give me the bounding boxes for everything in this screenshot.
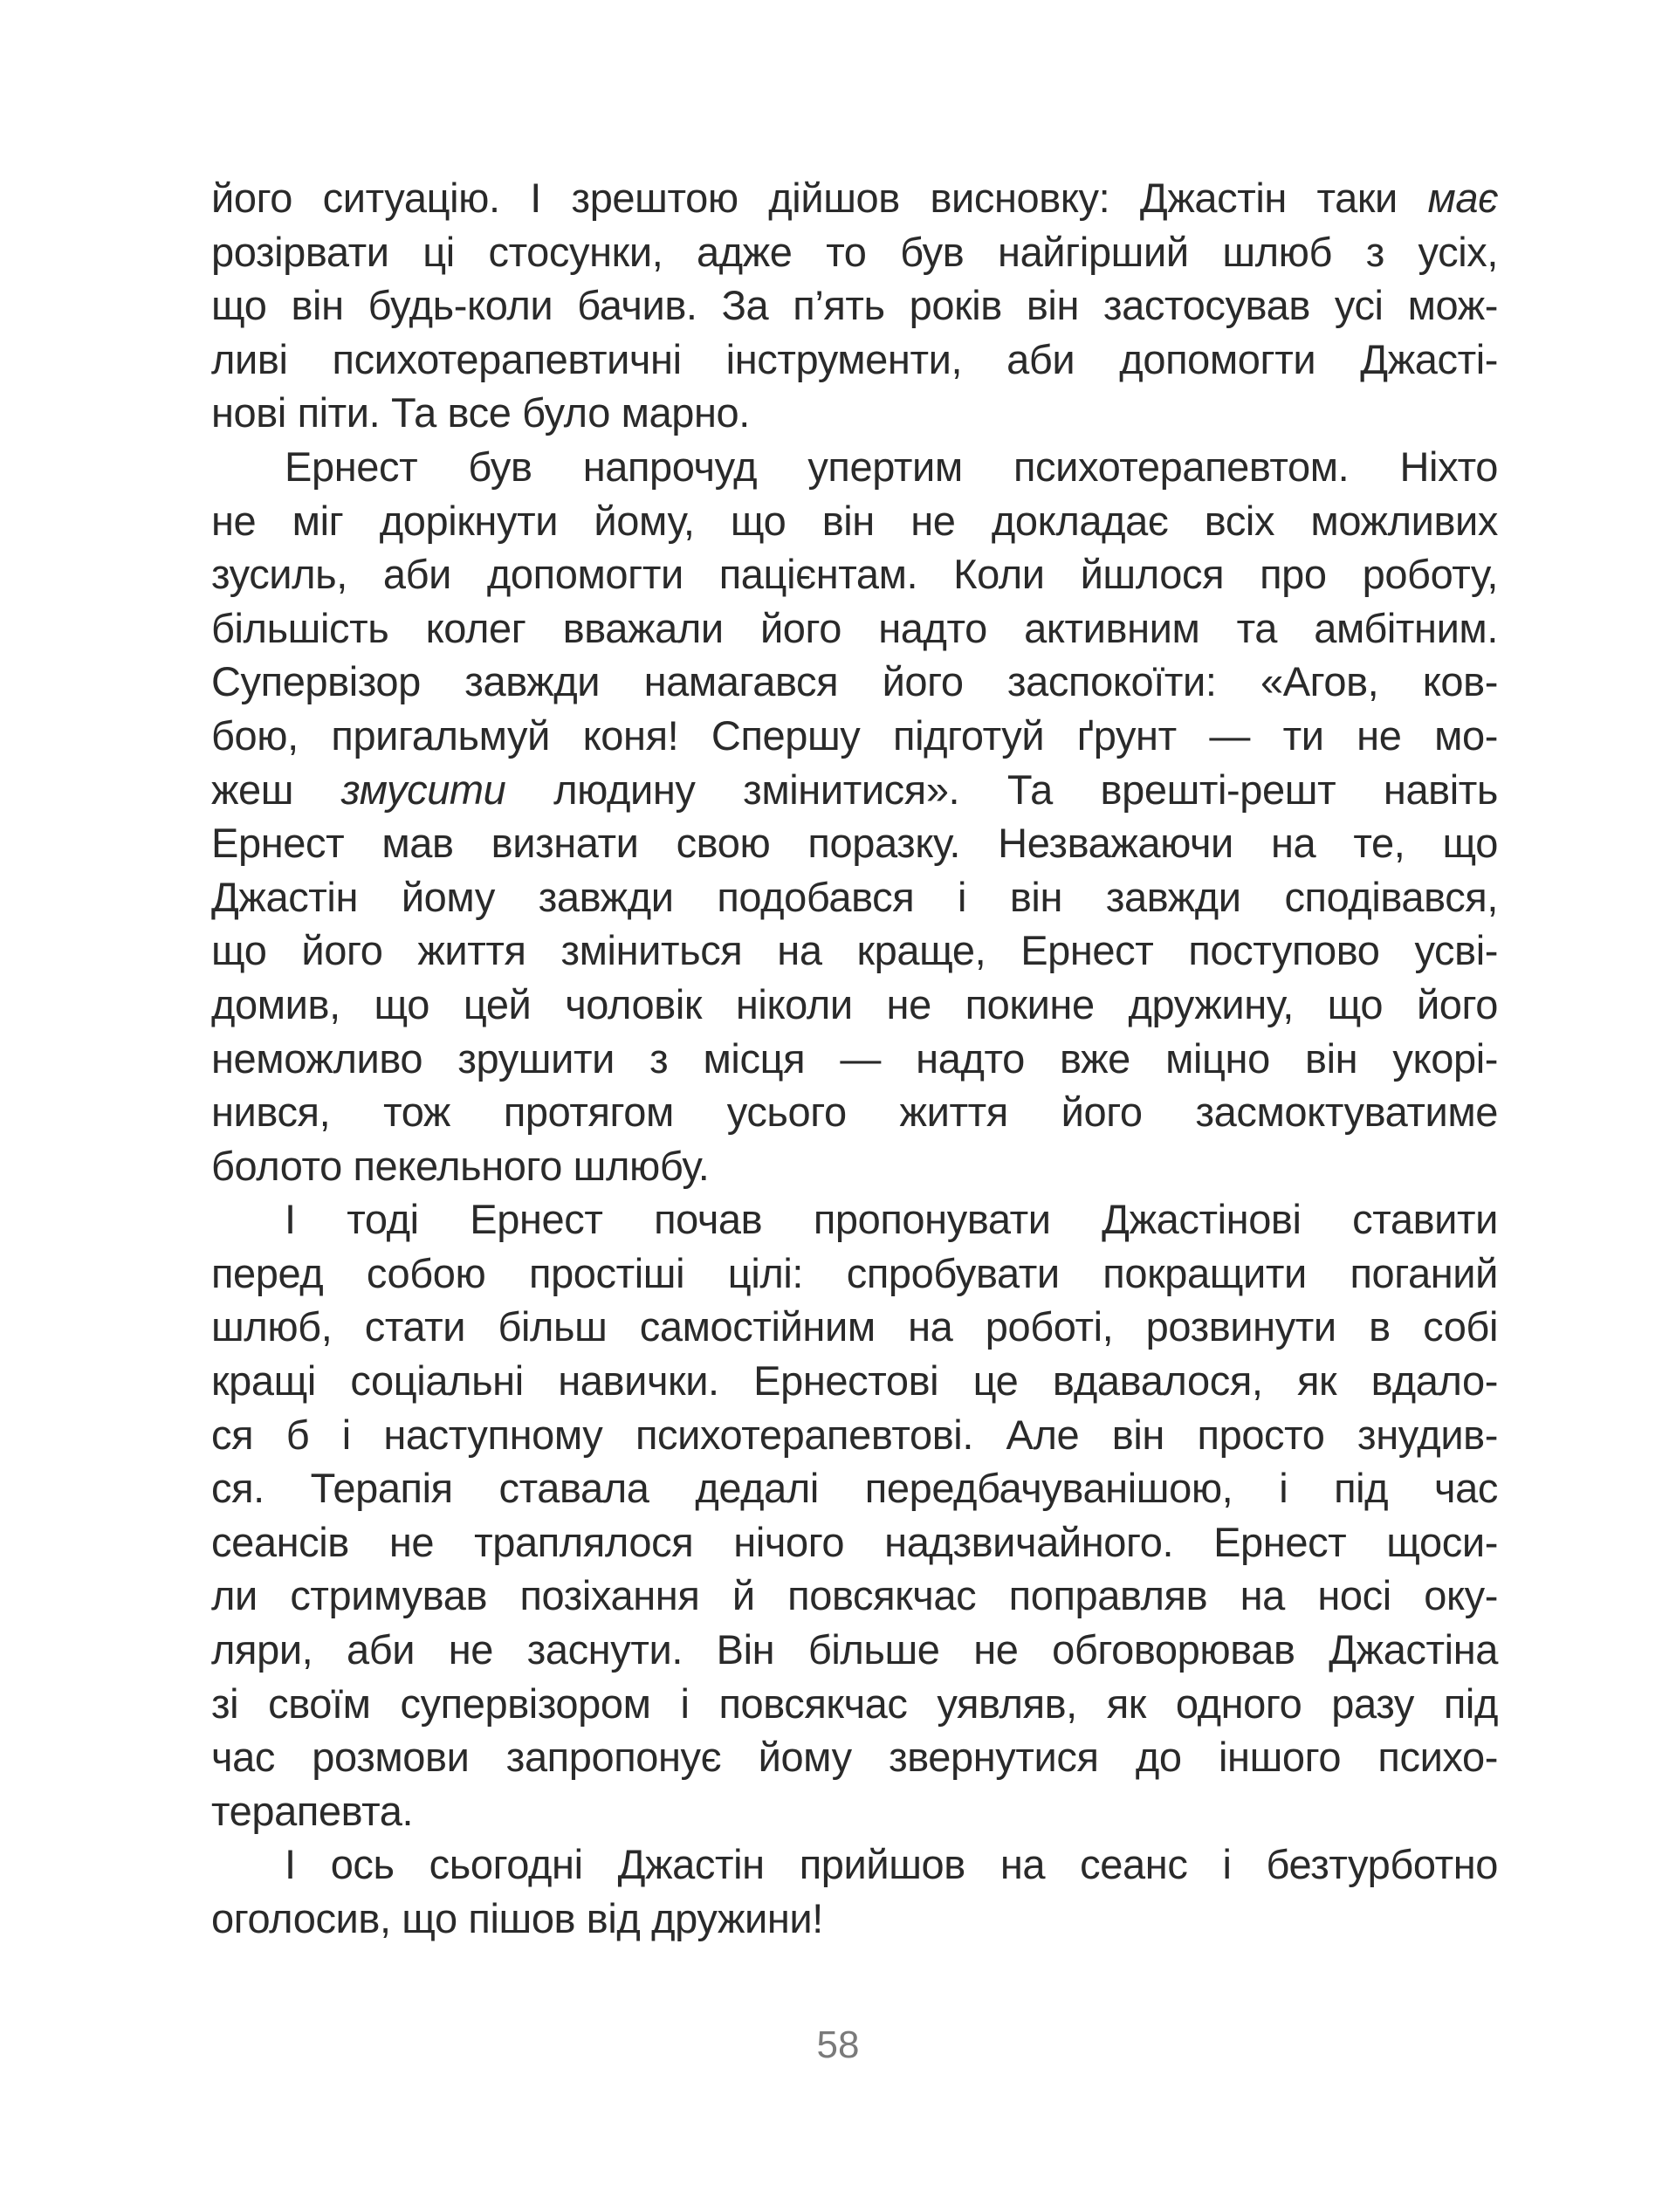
text-line [211,1569,1498,1623]
text-run: Ернест мав визнати свою поразку. Незважаючи на те, що [211,820,1498,867]
text-run: Ернест був напрочуд упертим психотерапевтом. Ніхто [285,443,1498,490]
text-line [211,924,1498,978]
text-run: людину змінитися». Та врешті-решт навіть [505,766,1499,813]
text-line [211,1300,1498,1354]
text-run: ляри, аби не заснути. Він більше не обговорював Джастіна [211,1626,1498,1673]
text-run: нові піти. Та все було марно. [211,389,750,436]
paragraph [211,171,1498,440]
text-line [211,1354,1498,1408]
text-run: Джастін йому завжди подобався і він завжди сподівався, [211,873,1498,920]
text-run: зусиль, аби допомогти пацієнтам. Коли йшлося про роботу, [211,551,1498,598]
text-line [211,1784,1498,1838]
text-run: розірвати ці стосунки, адже то був найгірший шлюб з усіх, [211,228,1498,275]
text-line [211,1408,1498,1462]
text-line [211,278,1498,333]
text-run: ся. Терапія ставала дедалі передбачуванішою, і під час [211,1465,1498,1512]
text-line [211,333,1498,387]
text-line [211,709,1498,763]
text-run: І тоді Ернест почав пропонувати Джастінові ставити [285,1196,1498,1243]
paragraph [211,1192,1498,1838]
text-run: що він будь-коли бачив. За п’ять років він застосував усі мож- [211,282,1498,329]
text-run: нився, тож протягом усього життя його засмоктуватиме [211,1089,1498,1136]
text-line [211,1892,1498,1946]
text-run: бою, пригальмуй коня! Спершу підготуй ґрунт — ти не мо- [211,711,1498,759]
text-line [211,440,1498,494]
paragraph [211,1838,1498,1945]
text-line [211,816,1498,870]
page-number: 58 [816,2023,860,2066]
text-line [211,547,1498,601]
text-run: Супервізор завжди намагався його заспокоїти: «Агов, ков- [211,658,1498,705]
italic-emphasis: має [1427,175,1498,221]
text-run: сеансів не траплялося нічого надзвичайного. Ернест щоси- [211,1518,1498,1565]
text-run: що його життя зміниться на краще, Ернест поступово усві- [211,927,1498,974]
text-line [211,386,1498,440]
text-line [211,601,1498,656]
text-run: не міг дорікнути йому, що він не докладає всіх можливих [211,497,1498,544]
text-run: зі своїм супервізором і повсякчас уявляв, як одного разу під [211,1680,1498,1727]
text-run: шлюб, стати більш самостійним на роботі, розвинути в собі [211,1303,1498,1350]
text-run: перед собою простіші цілі: спробувати покращити поганий [211,1249,1498,1296]
text-line [211,1247,1498,1301]
text-run: його ситуацію. І зрештою дійшов висновку: Джастін таки [211,175,1428,221]
text-run: домив, що цей чоловік ніколи не покине дружину, що його [211,980,1498,1027]
text-run: неможливо зрушити з місця — надто вже міцно він укорі- [211,1034,1498,1082]
italic-emphasis: змусити [340,766,506,813]
text-line [211,978,1498,1032]
text-line [211,763,1498,817]
text-run: болото пекельного шлюбу. [211,1142,710,1189]
text-run: жеш [211,766,341,813]
text-line [211,1730,1498,1784]
text-line [211,1461,1498,1515]
text-line [211,494,1498,548]
text-run: ли стримував позіхання й повсякчас поправляв на носі оку- [211,1572,1498,1619]
text-run: більшість колег вважали його надто активним та амбітним. [211,604,1498,651]
text-line [211,171,1498,225]
body-text [211,171,1498,1946]
text-line [211,1032,1498,1086]
text-run: кращі соціальні навички. Ернестові це вдавалося, як вдало- [211,1357,1498,1405]
text-line [211,870,1498,924]
text-line [211,1085,1498,1139]
text-run: ся б і наступному психотерапевтові. Але він просто знудив- [211,1411,1498,1458]
text-run: терапевта. [211,1787,414,1834]
text-run: ливі психотерапевтичні інструменти, аби допомогти Джасті- [211,335,1498,382]
text-run: І ось сьогодні Джастін прийшов на сеанс і безтурботно [285,1841,1498,1888]
text-line [211,655,1498,709]
text-line [211,1192,1498,1247]
text-line [211,1838,1498,1892]
text-line [211,1677,1498,1731]
text-line [211,225,1498,279]
paragraph [211,440,1498,1192]
text-run: оголосив, що пішов від дружини! [211,1895,823,1941]
text-line [211,1623,1498,1677]
text-line [211,1515,1498,1570]
text-run: час розмови запропонує йому звернутися до іншого психо- [211,1734,1498,1781]
text-line [211,1139,1498,1193]
